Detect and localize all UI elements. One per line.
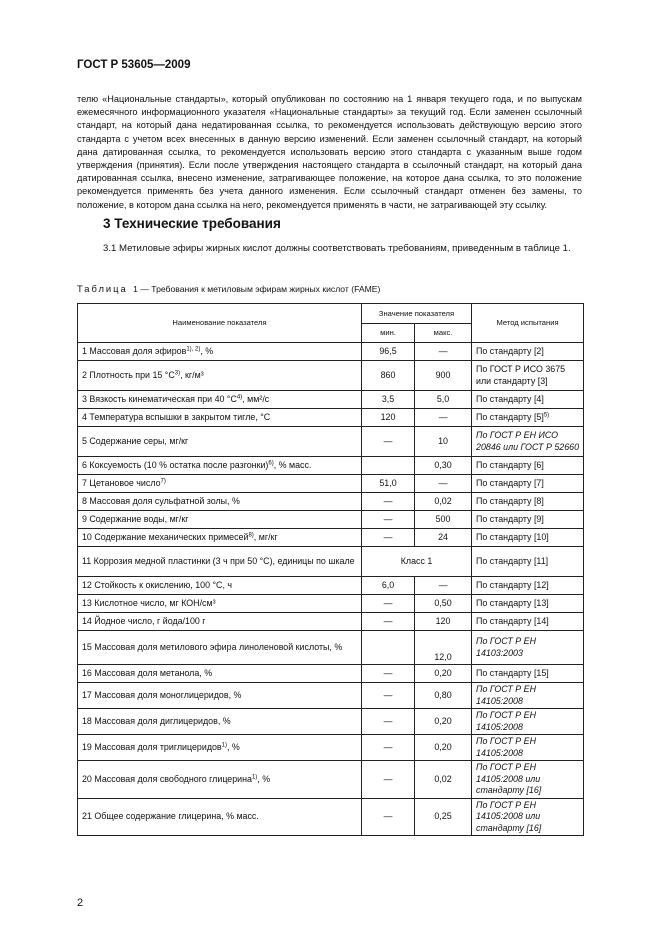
row-method: По стандарту [8] <box>472 493 584 511</box>
row-min: — <box>362 665 415 683</box>
row-min: — <box>362 761 415 799</box>
table-row <box>78 735 584 761</box>
row-name: 4 Температура вспышки в закрытом тигле, °С <box>78 409 362 427</box>
row-max: 120 <box>415 613 472 631</box>
row-min: — <box>362 613 415 631</box>
section-title: 3 Технические требования <box>103 216 281 231</box>
table-row <box>78 391 584 409</box>
row-method: По стандарту [4] <box>472 391 584 409</box>
row-method: По стандарту [6] <box>472 457 584 475</box>
row-max: 0,80 <box>415 683 472 709</box>
row-name: 17 Массовая доля моноглицеридов, % <box>78 683 362 709</box>
row-method: По ГОСТ Р ЕН ИСО 20846 или ГОСТ Р 52660 <box>472 427 584 457</box>
row-method: По стандарту [14] <box>472 613 584 631</box>
row-max: 12,0 <box>415 631 472 665</box>
row-min <box>362 457 415 475</box>
row-max: 24 <box>415 529 472 547</box>
row-min: — <box>362 511 415 529</box>
table-row <box>78 798 584 836</box>
row-method: По стандарту [15] <box>472 665 584 683</box>
table-row <box>78 613 584 631</box>
row-name: 14 Йодное число, г йода/100 г <box>78 613 362 631</box>
table-row <box>78 427 584 457</box>
row-name: 16 Массовая доля метанола, % <box>78 665 362 683</box>
row-max: — <box>415 475 472 493</box>
row-min: — <box>362 529 415 547</box>
row-method: По ГОСТ Р ЕН 14105:2008 <box>472 709 584 735</box>
row-name: 21 Общее содержание глицерина, % масс. <box>78 798 362 836</box>
row-min: 6,0 <box>362 577 415 595</box>
row-name: 12 Стойкость к окислению, 100 °С, ч <box>78 577 362 595</box>
row-max: — <box>415 577 472 595</box>
document-header: ГОСТ Р 53605—2009 <box>77 59 191 71</box>
requirements-table <box>77 303 584 836</box>
table-row <box>78 529 584 547</box>
page-number: 2 <box>77 897 84 909</box>
row-min: 96,5 <box>362 343 415 361</box>
table-row <box>78 709 584 735</box>
row-min: 120 <box>362 409 415 427</box>
row-max: 0,30 <box>415 457 472 475</box>
row-name: 2 Плотность при 15 $^\circ С^{3)}$, кг/м³ <box>78 361 362 391</box>
row-name: 5 Содержание серы, мг/кг <box>78 427 362 457</box>
table-row <box>78 511 584 529</box>
row-name: 18 Массовая доля диглицеридов, % <box>78 709 362 735</box>
row-name: 7 Цетановое число$^{7)}$ <box>78 475 362 493</box>
table-row <box>78 761 584 799</box>
row-name: 19 Массовая доля триглицеридов$^{1)}$, % <box>78 735 362 761</box>
row-method: По ГОСТ Р ЕН 14105:2008 или стандарту [16] <box>472 798 584 836</box>
row-method: По ГОСТ Р ЕН 14103:2003 <box>472 631 584 665</box>
row-min: — <box>362 427 415 457</box>
table-row <box>78 409 584 427</box>
table-row <box>78 457 584 475</box>
row-name: 15 Массовая доля метилового эфира линоленовой кислоты, % <box>78 631 362 665</box>
table-row <box>78 631 584 665</box>
row-name: 9 Содержание воды, мг/кг <box>78 511 362 529</box>
header-method: Метод испытания <box>472 304 584 343</box>
row-name: 10 Содержание механических примесей$^{8)}$, мг/кг <box>78 529 362 547</box>
row-max: 0,20 <box>415 709 472 735</box>
table-title: 1 — Требования к метиловым эфирам жирных кислот (FAME) <box>133 284 381 294</box>
row-name: 1 Массовая доля эфиров$^{1), 2)}$, % <box>78 343 362 361</box>
row-method: По стандарту [9] <box>472 511 584 529</box>
row-min: — <box>362 798 415 836</box>
table-body <box>78 343 584 836</box>
table-row <box>78 343 584 361</box>
row-method: По ГОСТ Р ЕН 14105:2008 <box>472 735 584 761</box>
row-min: 51,0 <box>362 475 415 493</box>
row-max: 0,02 <box>415 493 472 511</box>
row-max: 0,25 <box>415 798 472 836</box>
row-min: — <box>362 493 415 511</box>
row-max: — <box>415 409 472 427</box>
row-name: 13 Кислотное число, мг КОН/см³ <box>78 595 362 613</box>
row-max: 0,20 <box>415 665 472 683</box>
row-max: 10 <box>415 427 472 457</box>
table-row <box>78 361 584 391</box>
row-max: 0,50 <box>415 595 472 613</box>
row-max: 0,02 <box>415 761 472 799</box>
table-row <box>78 547 584 577</box>
row-max: — <box>415 343 472 361</box>
header-value: Значение показателя <box>362 304 472 324</box>
table-row <box>78 595 584 613</box>
row-min: — <box>362 709 415 735</box>
header-max: макс. <box>415 323 472 343</box>
table-label: Таблица <box>77 283 128 294</box>
row-min: 3,5 <box>362 391 415 409</box>
header-name: Наименование показателя <box>78 304 362 343</box>
table-row <box>78 577 584 595</box>
table-row <box>78 683 584 709</box>
row-name: 3 Вязкость кинематическая при 40 $^\circ С^{4)}$, мм²/с <box>78 391 362 409</box>
row-method: По стандарту [2] <box>472 343 584 361</box>
row-value-merged: Класс 1 <box>362 547 472 577</box>
table-row <box>78 493 584 511</box>
row-min: — <box>362 595 415 613</box>
table-row <box>78 665 584 683</box>
row-min: — <box>362 683 415 709</box>
header-min: мин. <box>362 323 415 343</box>
row-max: 500 <box>415 511 472 529</box>
row-max: 5,0 <box>415 391 472 409</box>
row-min: — <box>362 735 415 761</box>
row-method: По ГОСТ Р ЕН 14105:2008 <box>472 683 584 709</box>
clause-paragraph: 3.1 Метиловые эфиры жирных кислот должны соответствовать требованиям, приведенным в таблице 1. <box>103 243 571 254</box>
row-method: По ГОСТ Р ЕН 14105:2008 или стандарту [16] <box>472 761 584 799</box>
table-row <box>78 475 584 493</box>
row-name: 20 Массовая доля свободного глицерина$^{1)}$, % <box>78 761 362 799</box>
row-method: По стандарту $[5]^{5)}$ <box>472 409 584 427</box>
row-method: По стандарту [12] <box>472 577 584 595</box>
row-method: По стандарту [7] <box>472 475 584 493</box>
row-min: 860 <box>362 361 415 391</box>
row-method: По ГОСТ Р ИСО 3675 или стандарту [3] <box>472 361 584 391</box>
table-caption <box>77 283 380 294</box>
row-name: 8 Массовая доля сульфатной золы, % <box>78 493 362 511</box>
row-name: 11 Коррозия медной пластинки (3 ч при 50 °С), единицы по шкале <box>78 547 362 577</box>
row-min <box>362 631 415 665</box>
row-method: По стандарту [11] <box>472 547 584 577</box>
row-max: 900 <box>415 361 472 391</box>
row-max: 0,20 <box>415 735 472 761</box>
row-method: По стандарту [13] <box>472 595 584 613</box>
row-name: 6 Коксуемость (10 % остатка после разгонки)$^{6)}$, % масс. <box>78 457 362 475</box>
row-method: По стандарту [10] <box>472 529 584 547</box>
intro-paragraph: телю «Национальные стандарты», который опубликован по состоянию на 1 января текущего года, и по выпускам ежемесячного информационного указателя «Национальные стандарты» за текущий год. Если заменен ссылочный стандарт, на который дана недатированная ссылка, то рекомендуется использовать действующую версию этого стандарта с учетом всех внесенных в данную версию изменений. Если заменен ссылочный стандарт, на который дана датированная ссылка, то рекомендуется использовать версию этого стандарта с указанным выше годом утверждения (принятия). Если после утверждения настоящего стандарта в ссылочный стандарт, на который дана датированная ссылка, внесено изменение, затрагивающее положение, на которое дана ссылка, то это положение рекомендуется применять без учета данного изменения. Если ссылочный стандарт отменен без замены, то положение, в котором дана ссылка на него, рекомендуется применять в части, не затрагивающей эту ссылку. <box>77 94 582 210</box>
